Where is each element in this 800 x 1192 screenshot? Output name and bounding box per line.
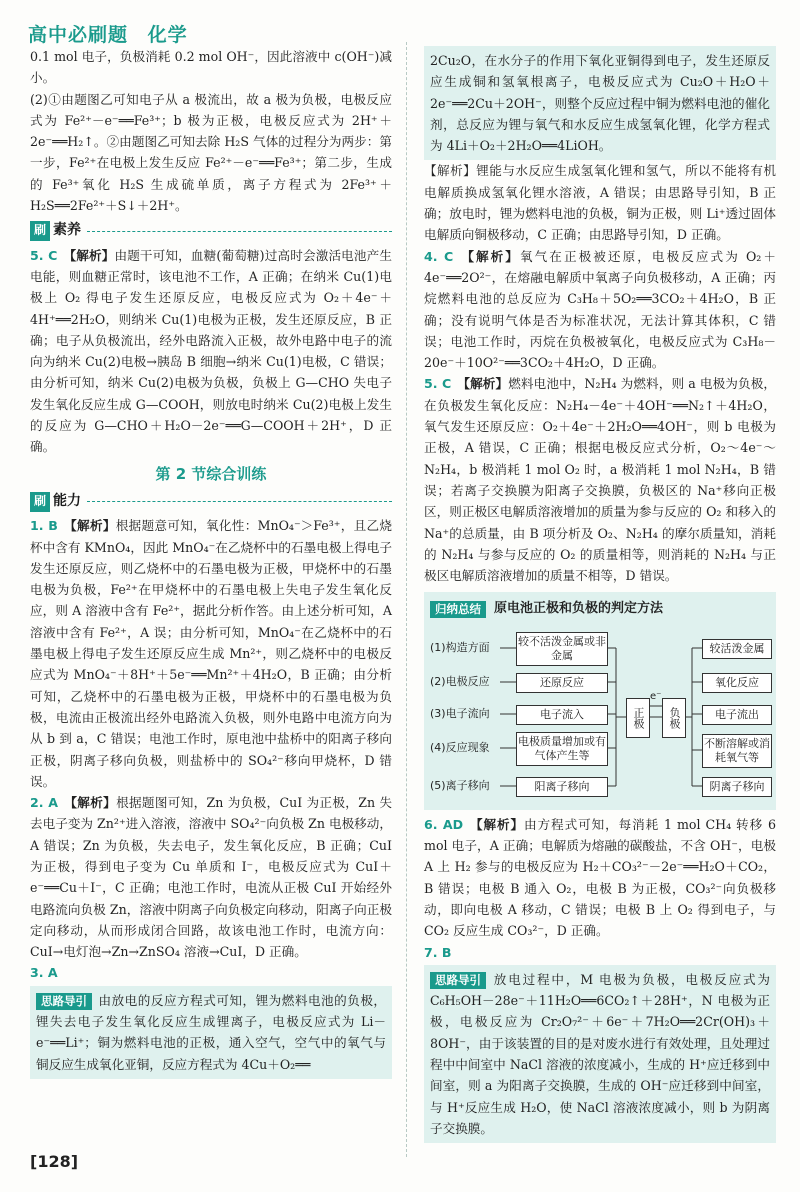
- guide-tag: 思路导引: [430, 972, 486, 989]
- paragraph: 0.1 mol 电子，负极消耗 0.2 mol OH⁻，因此溶液中 c(OH⁻)减小。: [30, 49, 392, 86]
- answer-item: [30, 515, 392, 792]
- subject-title: 化学: [147, 24, 188, 46]
- section-title: 能力: [53, 492, 81, 509]
- guide-text: 2Cu₂O，在水分子的作用下氧化亚铜得到电子，发生还原反应生成铜和氢氧根离子，电极反应式为 Cu₂O＋H₂O＋2e⁻══2Cu＋2OH⁻，则整个反应过程中铜为燃料电池的催化剂，总反应为锂与氧气和水反应生成氢氧化锂，化学方程式为 4Li＋O₂＋2H₂O══4LiOH。: [430, 53, 770, 154]
- positive-feature-box: 较不活泼金属或非金属: [516, 632, 608, 666]
- section-header-ability: [30, 491, 392, 512]
- analysis-tag: 【解析】: [63, 518, 116, 534]
- page-number: [128]: [30, 1152, 79, 1171]
- page-header: [28, 20, 200, 47]
- answer-text: 燃料电池中，N₂H₄ 为燃料，则 a 电极为负极，在负极发生氧化反应：N₂H₄－4e⁻＋4OH⁻══N₂↑＋4H₂O，氧气发生还原反应：O₂＋4e⁻＋2H₂O══4OH⁻，则 b 电极为正极，A 错误，C 正确；根据电极反应式分析，O₂～4e⁻～N₂H₄，b 极消耗 1 mol O₂ 时，a 极消耗 1 mol N₂H₄，B 错误；若离子交换膜为阳离子交换膜，负极区的 Na⁺移向正极区，则正极区电解质溶液增加的质量为参与反应的 O₂ 和移入的 Na⁺的总质量，由 B 项分析及 O₂、N₂H₄ 的摩尔质量知，消耗的 N₂H₄ 与参与反应的 O₂ 的质量相等，则消耗的 N₂H₄ 与正极区电解质溶液增加的质量不相等，D 错误。: [424, 376, 776, 584]
- analysis-tag: 【解析】: [459, 248, 520, 264]
- question-number: 6. AD: [424, 816, 464, 832]
- negative-electrode-box: 负极: [662, 698, 686, 738]
- answer-item: [30, 962, 392, 983]
- negative-feature-box: 不断溶解或消耗氧气等: [702, 734, 772, 768]
- question-number: 1. B: [30, 518, 58, 534]
- chapter-title: 第 2 节综合训练: [155, 464, 267, 483]
- analysis-tag: 【解析】: [457, 376, 509, 392]
- column-divider: [406, 42, 407, 1157]
- summary-title: 原电池正极和负极的判定方法: [494, 601, 664, 617]
- answer-text: 根据题图可知，Zn 为负极，CuI 为正极，Zn 失去电子变为 Zn²⁺进入溶液，溶液中 SO₄²⁻向负极 Zn 电极移动，A 错误；Zn 为负极，失去电子，发生氧化反应，B 正确；CuI 为正极，得到电子变为 Cu 单质和 I⁻，电极反应式为 CuI＋e⁻══Cu＋I⁻，C 正确；电池工作时，电流从正极 CuI 开始经外电路流向负极 Zn，溶液中阴离子向负极定向移动，阳离子向正极定向移动，从而形成闭合回路，故该电池工作时，电流方向：CuI→电灯泡→Zn→ZnSO₄ 溶液→CuI，D 正确。: [30, 795, 392, 960]
- positive-feature-box: 电极质量增加或有气体产生等: [516, 732, 608, 766]
- summary-box: [424, 592, 776, 809]
- negative-feature-box: 阴离子移向: [702, 777, 772, 797]
- section-title: 素养: [53, 222, 81, 239]
- answer-item: [424, 942, 776, 963]
- positive-feature-box: 阳离子移向: [516, 777, 608, 797]
- section-rule: [87, 501, 392, 502]
- right-column: [424, 46, 776, 1143]
- left-column: [30, 46, 392, 1079]
- analysis-tag: 【解析】: [469, 816, 525, 832]
- section-badge: 刷: [30, 492, 50, 512]
- thinking-guide-box: [30, 986, 392, 1079]
- question-number: 7. B: [424, 944, 452, 960]
- series-title: 高中必刷题: [28, 24, 129, 46]
- electrode-diagram: [430, 626, 770, 802]
- answer-item: [424, 373, 776, 586]
- section-header-literacy: [30, 220, 392, 241]
- negative-feature-box: 氧化反应: [702, 673, 772, 693]
- guide-tag: 思路导引: [36, 993, 92, 1010]
- answer-item: [424, 246, 776, 374]
- answer-item: [30, 245, 392, 458]
- answer-item: [30, 792, 392, 962]
- answer-item: [424, 814, 776, 942]
- negative-feature-box: 电子流出: [702, 705, 772, 725]
- analysis-tag: 【解析】: [63, 247, 115, 263]
- guide-text: 由放电的反应方程式可知，锂为燃料电池的负极，锂失去电子发生氧化反应生成锂离子，电极反应式为 Li－e⁻══Li⁺；铜为燃料电池的正极，通入空气，空气中的氧气与铜反应生成氧化亚铜，反应方程式为 4Cu＋O₂══: [36, 992, 386, 1072]
- analysis-tag: 【解析】: [64, 795, 117, 811]
- paragraph: (2)①由题图乙可知电子从 a 极流出，故 a 极为负极，电极反应式为 Fe²⁺－e⁻══Fe³⁺；b 极为正极，电极反应式为 2H⁺＋2e⁻══H₂↑。②由题图乙可知去除 H₂S 气体的过程分为两步：第一步，Fe²⁺在电极上发生反应 Fe²⁺－e⁻══Fe³⁺；第二步，生成的 Fe³⁺氧化 H₂S 生成硫单质，离子方程式为 2Fe³⁺＋H₂S══2Fe²⁺＋S↓＋2H⁺。: [30, 91, 392, 214]
- question-number: 3. A: [30, 965, 58, 981]
- answer-text: 根据题意可知，氧化性：MnO₄⁻＞Fe³⁺，且乙烧杯中含有 KMnO₄，因此 MnO₄⁻在乙烧杯中的石墨电极上得电子发生还原反应，则乙烧杯中的石墨电极为正极，甲烧杯中的石墨电极为负极，Fe²⁺在甲烧杯中的石墨电极上失电子发生氧化反应，则 A 溶液中含有 Fe²⁺，据此分析作答。由上述分析可知，A 溶液中含有 Fe²⁺，A 误；由分析可知，MnO₄⁻在乙烧杯中的石墨电极上得电子发生还原反应生成 Mn²⁺，则乙烧杯中的电极反应式为 MnO₄⁻＋8H⁺＋5e⁻══Mn²⁺＋4H₂O，B 正确；由分析可知，乙烧杯中的石墨电极为正极，甲烧杯中的石墨电极为负极，电流由正极流出经外电路流入负极，则外电路中电流方向为从 b 到 a，C 错误；电池工作时，原电池中盐桥中的阳离子移向正极，阴离子移向负极，则盐桥中的 SO₄²⁻移向甲烧杯，D 错误。: [30, 518, 393, 789]
- criterion-label: (4)反应现象: [430, 740, 490, 754]
- question-number: 5. C: [30, 247, 58, 263]
- positive-feature-box: 还原反应: [516, 673, 608, 693]
- positive-feature-box: 电子流入: [516, 705, 608, 725]
- answer-text: 【解析】锂能与水反应生成氢氧化锂和氢气，所以不能将有机电解质换成氢氧化锂水溶液，A 错误；由思路导引知，B 正确；放电时，锂为燃料电池的负极，铜为正极，则 Li⁺透过固体电解质向铜极移动，C 正确；由思路导引知，D 正确。: [424, 163, 776, 243]
- answer-text: 由题干可知，血糖(葡萄糖)过高时会激活电池产生电能，则血糖正常时，该电池不工作，A 正确；在纳米 Cu(1)电极上 O₂ 得电子发生还原反应，电极反应式为 O₂＋4e⁻＋4H⁺══2H₂O，则纳米 Cu(1)电极为正极，发生还原反应，B 正确；电子从负极流出，经外电路流入正极，故外电路中电子的流向为纳米 Cu(2)电极→胰岛 B 细胞→纳米 Cu(1)电极，C 错误；由分析可知，纳米 Cu(2)电极为负极，负极上 G—CHO 失电子发生氧化反应生成 G—COOH，则放电时纳米 Cu(2)电极上发生的反应为 G—CHO＋H₂O－2e⁻══G—COOH＋2H⁺，D 正确。: [30, 247, 393, 455]
- answer-text: 由方程式可知，每消耗 1 mol CH₄ 转移 6 mol 电子，A 正确；电解质为熔融的碳酸盐，不含 OH⁻，电极 A 上 H₂ 参与的电极反应为 H₂＋CO₃²⁻－2e⁻══H₂O＋CO₂，B 错误；电极 B 通入 O₂，电极 B 为正极，CO₃²⁻向负极移动，即向电极 A 移动，C 错误；电极 B 上 O₂ 得到电子，与 CO₂ 反应生成 CO₃²⁻，D 正确。: [424, 816, 777, 939]
- question-number: 5. C: [424, 376, 452, 392]
- electron-label: e⁻: [650, 690, 662, 702]
- section-rule: [87, 231, 392, 232]
- criterion-label: (1)构造方面: [430, 640, 490, 654]
- negative-feature-box: 较活泼金属: [702, 639, 772, 659]
- question-number: 4. C: [424, 248, 454, 264]
- criterion-label: (5)离子移向: [430, 778, 490, 792]
- summary-tag: 归纳总结: [430, 601, 486, 618]
- guide-text: 放电过程中，M 电极为负极，电极反应式为 C₆H₅OH－28e⁻＋11H₂O══6CO₂↑＋28H⁺，N 电极为正极，电极反应为 Cr₂O₇²⁻＋6e⁻＋7H₂O══2Cr(OH)₃＋8OH⁻，由于该装置的目的是对废水进行有效处理，且处理过程中中间室中 NaCl 溶液的浓度减小，生成的 H⁺应迁移到中间室，则 a 为阳离子交换膜，生成的 OH⁻应迁移到中间室，与 H⁺反应生成 H₂O，使 NaCl 溶液浓度减小，则 b 为阴离子交换膜。: [430, 971, 770, 1136]
- positive-electrode-box: 正极: [626, 698, 650, 738]
- criterion-label: (3)电子流向: [430, 706, 490, 720]
- thinking-guide-box-continued: [424, 46, 776, 160]
- criterion-label: (2)电极反应: [430, 674, 490, 688]
- question-number: 2. A: [30, 795, 59, 811]
- thinking-guide-box: [424, 965, 776, 1143]
- summary-header: [430, 598, 770, 619]
- section-badge: 刷: [30, 221, 50, 241]
- answer-text: 氧气在正极被还原，电极反应式为 O₂＋4e⁻══2O²⁻，在熔融电解质中氧离子向负极移动，A 正确；丙烷燃料电池的总反应为 C₃H₈＋5O₂══3CO₂＋4H₂O，B 正确；没有说明气体是否为标准状况，无法计算其体积，C 错误；电池工作时，丙烷在负极被氧化，电极反应式为 C₃H₈－20e⁻＋10O²⁻══3CO₂＋4H₂O，D 正确。: [424, 248, 776, 371]
